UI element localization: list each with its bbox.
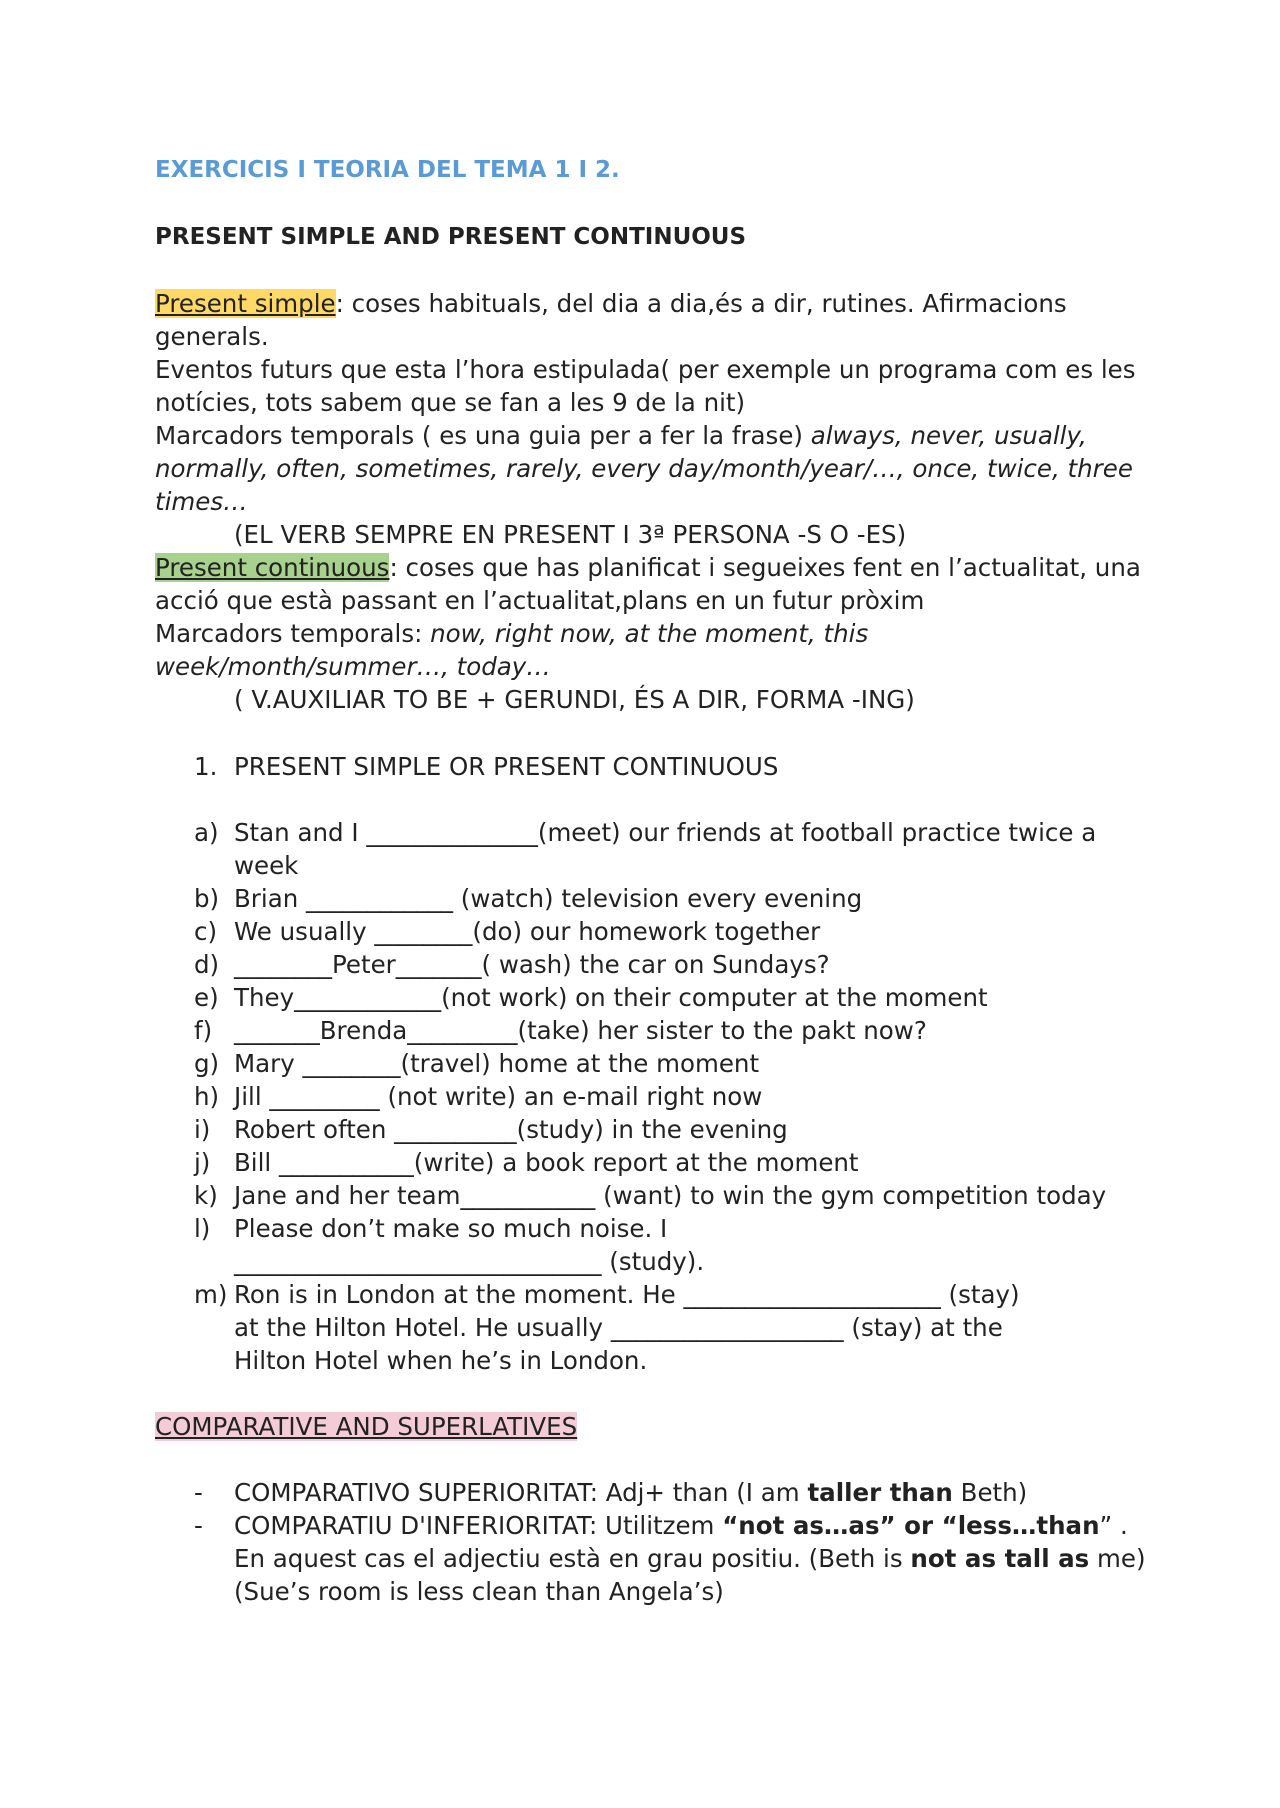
present-simple-markers-1: Marcadors temporals ( es una guia per a fer la frase) always, never, usually, xyxy=(155,421,1087,450)
item-text: Jill _________ (not write) an e-mail right now xyxy=(234,1082,763,1111)
comparative-inferiority-example: (Sue’s room is less clean than Angela’s) xyxy=(234,1577,724,1606)
present-continuous-label: Present continuous xyxy=(155,553,390,582)
item-text-cont: at the Hilton Hotel. He usually ___________________ (stay) at the xyxy=(234,1313,1003,1342)
item-marker: a) xyxy=(194,818,219,847)
item-text: _______Brenda_________(take) her sister to the pakt now? xyxy=(234,1016,927,1045)
bullet-dash: - xyxy=(194,1478,203,1507)
item-marker: m) xyxy=(194,1280,228,1309)
section-heading-comparatives: COMPARATIVE AND SUPERLATIVES xyxy=(155,1412,578,1441)
present-simple-label: Present simple xyxy=(155,289,336,318)
item-marker: g) xyxy=(194,1049,220,1078)
item-text: Robert often __________(study) in the evening xyxy=(234,1115,788,1144)
present-continuous-rule: ( V.AUXILIAR TO BE + GERUNDI, ÉS A DIR, FORMA -ING) xyxy=(234,685,915,714)
item-text: Bill ___________(write) a book report at the moment xyxy=(234,1148,859,1177)
comparative-inferiority: COMPARATIU D'INFERIORITAT: Utilitzem “not as…as” or “less…than” . xyxy=(234,1511,1128,1540)
present-simple-markers-3: times… xyxy=(155,487,248,516)
item-text-cont: ______________________________ (study). xyxy=(234,1247,705,1276)
exercise-heading: PRESENT SIMPLE OR PRESENT CONTINUOUS xyxy=(234,752,779,781)
item-marker: d) xyxy=(194,950,220,979)
section-heading-present: PRESENT SIMPLE AND PRESENT CONTINUOUS xyxy=(155,224,747,250)
item-text: Jane and her team___________ (want) to win the gym competition today xyxy=(234,1181,1107,1210)
present-continuous-markers-2: week/month/summer…, today… xyxy=(155,652,551,681)
item-text: We usually ________(do) our homework together xyxy=(234,917,821,946)
present-continuous-line-1: Present continuous: coses que has planificat i segueixes fent en l’actualitat, una xyxy=(155,553,1141,582)
present-simple-markers-2: normally, often, sometimes, rarely, every day/month/year/…, once, twice, three xyxy=(155,454,1133,483)
present-simple-line-2: generals. xyxy=(155,322,269,351)
item-text: Ron is in London at the moment. He _____________________ (stay) xyxy=(234,1280,1020,1309)
item-text: Stan and I ______________(meet) our friends at football practice twice a xyxy=(234,818,1097,847)
exercise-number: 1. xyxy=(194,752,218,781)
item-text: Please don’t make so much noise. I xyxy=(234,1214,668,1243)
present-continuous-line-2: acció que està passant en l’actualitat,plans en un futur pròxim xyxy=(155,586,925,615)
item-text: Mary ________(travel) home at the moment xyxy=(234,1049,760,1078)
item-text-cont: Hilton Hotel when he’s in London. xyxy=(234,1346,648,1375)
present-simple-line-4: notícies, tots sabem que se fan a les 9 de la nit) xyxy=(155,388,746,417)
document-title: EXERCICIS I TEORIA DEL TEMA 1 I 2. xyxy=(155,157,620,183)
item-text: Brian ____________ (watch) television every evening xyxy=(234,884,863,913)
present-simple-line-1: Present simple: coses habituals, del dia a dia,és a dir, rutines. Afirmacions xyxy=(155,289,1067,318)
item-text: They____________(not work) on their computer at the moment xyxy=(234,983,988,1012)
item-marker: l) xyxy=(194,1214,211,1243)
present-simple-line-3: Eventos futurs que esta l’hora estipulada( per exemple un programa com es les xyxy=(155,355,1136,384)
comparative-inferiority-cont: En aquest cas el adjectiu està en grau positiu. (Beth is not as tall as me) xyxy=(234,1544,1146,1573)
bullet-dash: - xyxy=(194,1511,203,1540)
item-marker: h) xyxy=(194,1082,220,1111)
item-marker: b) xyxy=(194,884,220,913)
present-simple-rule: (EL VERB SEMPRE EN PRESENT I 3ª PERSONA -S O -ES) xyxy=(234,520,907,549)
item-text: ________Peter_______( wash) the car on Sundays? xyxy=(234,950,830,979)
present-continuous-markers-1: Marcadors temporals: now, right now, at the moment, this xyxy=(155,619,869,648)
item-marker: j) xyxy=(194,1148,211,1177)
item-marker: i) xyxy=(194,1115,211,1144)
item-text-cont: week xyxy=(234,851,299,880)
item-marker: c) xyxy=(194,917,218,946)
comparative-superiority: COMPARATIVO SUPERIORITAT: Adj+ than (I am taller than Beth) xyxy=(234,1478,1028,1507)
item-marker: e) xyxy=(194,983,219,1012)
item-marker: f) xyxy=(194,1016,213,1045)
item-marker: k) xyxy=(194,1181,218,1210)
